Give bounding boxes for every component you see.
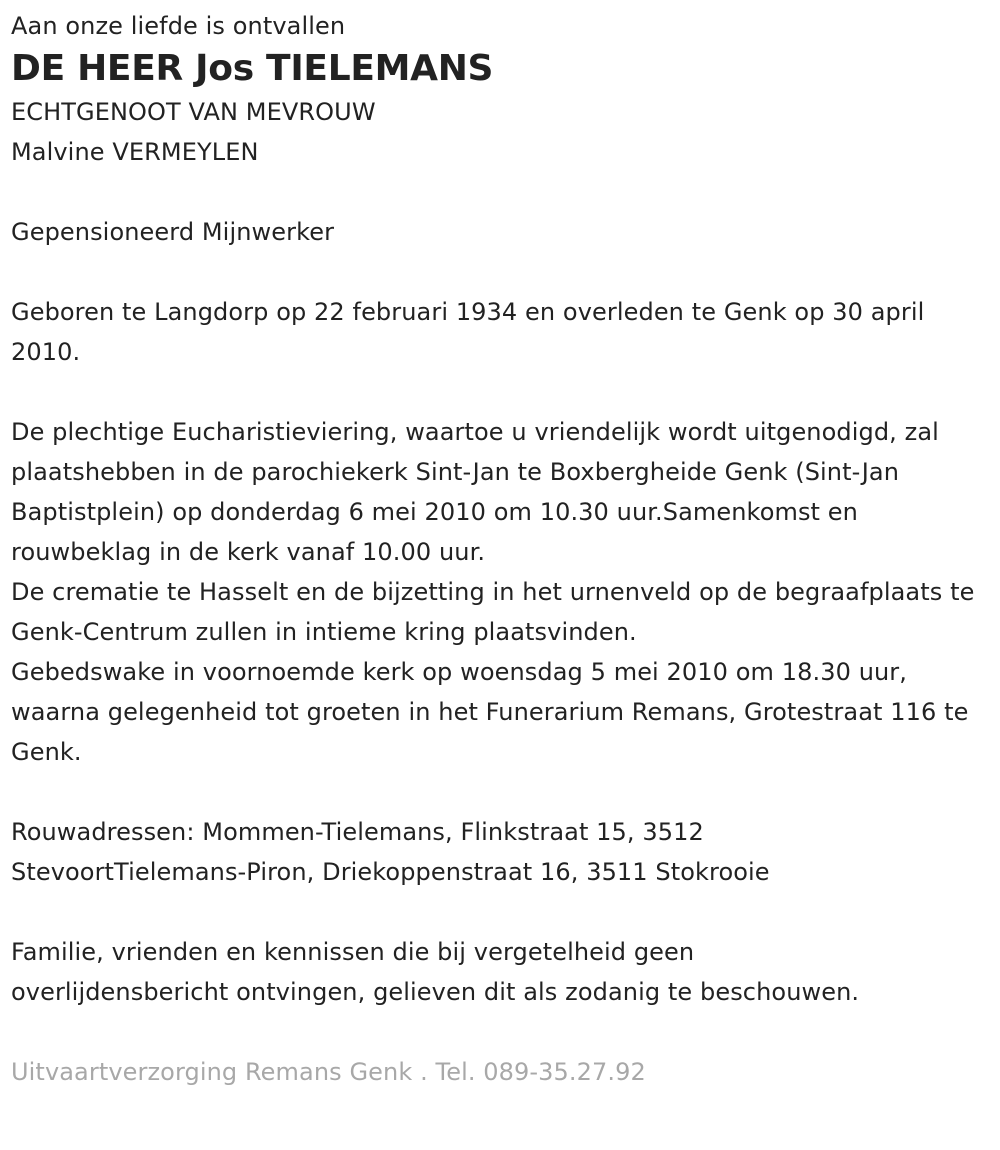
family-line-1: Familie, vrienden en kennissen die bij vergetelheid geen [11, 938, 695, 966]
family-line-2: overlijdensbericht ontvingen, gelieven dit als zodanig te beschouwen. [11, 978, 860, 1006]
ceremony-text: De plechtige Eucharistieviering, waartoe u vriendelijk wordt uitgenodigd, zal plaatshebben in de parochiekerk Sint-Jan te Boxbergheide Genk (Sint-Jan Baptistplein) op donderdag 6 mei 2010 om 10.30 uur.Samenkomst en rouwbeklag in de kerk vanaf 10.00 uur. [11, 418, 939, 566]
spacer [11, 372, 991, 412]
spacer [11, 1012, 991, 1052]
spouse-line-2: Malvine VERMEYLEN [11, 138, 259, 166]
intro-text: Aan onze liefde is ontvallen [11, 12, 346, 40]
occupation: Gepensioneerd Mijnwerker [11, 218, 335, 246]
wake-text: Gebedswake in voornoemde kerk op woensdag 5 mei 2010 om 18.30 uur, waarna gelegenheid tot groeten in het Funerarium Remans, Grotestraat 116 te Genk. [11, 658, 969, 766]
deceased-name: DE HEER Jos TIELEMANS [11, 48, 494, 89]
obituary-notice [11, 6, 991, 1092]
funeral-home-footer: Uitvaartverzorging Remans Genk . Tel. 089-35.27.92 [11, 1058, 646, 1086]
spacer [11, 892, 991, 932]
birth-death-text: Geboren te Langdorp op 22 februari 1934 en overleden te Genk op 30 april 2010. [11, 298, 925, 366]
cremation-text: De crematie te Hasselt en de bijzetting in het urnenveld op de begraafplaats te Genk-Centrum zullen in intieme kring plaatsvinden. [11, 578, 975, 646]
spacer [11, 252, 991, 292]
spacer [11, 172, 991, 212]
spouse-line-1: ECHTGENOOT VAN MEVROUW [11, 98, 376, 126]
addresses-line-1: Rouwadressen: Mommen-Tielemans, Flinkstraat 15, 3512 [11, 818, 704, 846]
addresses-line-2: StevoortTielemans-Piron, Driekoppenstraat 16, 3511 Stokrooie [11, 858, 770, 886]
spacer [11, 772, 991, 812]
